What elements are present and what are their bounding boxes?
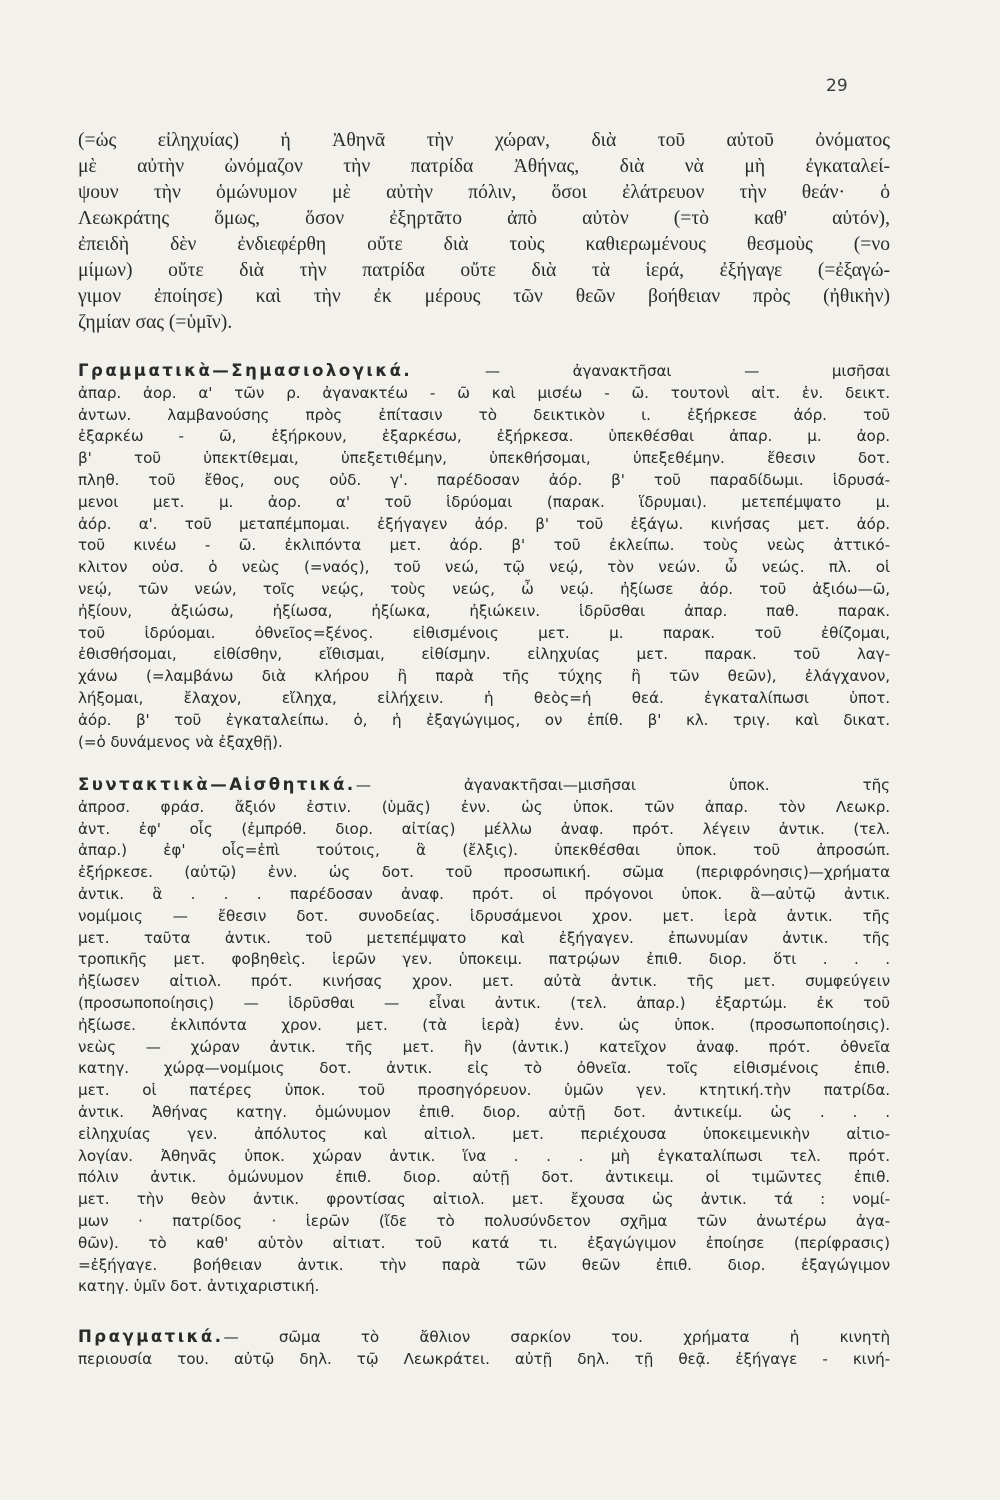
- text-line: εἰληχυίας γεν. ἀπόλυτος καὶ αἰτιολ. μετ. περιέχουσα ὑποκειμενικὴν αἰτιο-: [78, 1124, 890, 1143]
- text-line: μετ. οἱ πατέρες ὑποκ. τοῦ προσηγόρευον. ὑμῶν γεν. κτητική.τὴν πατρίδα.: [78, 1081, 890, 1100]
- translation-paragraph: [78, 128, 890, 336]
- text-line: ἀόρ. β' τοῦ ἐγκαταλείπω. ὁ, ἡ ἐξαγώγιμος, ον ἐπίθ. β' κλ. τριγ. καὶ δικατ.: [78, 710, 890, 729]
- section-heading-label: Συντακτικὰ—Αἰσθητικά.: [78, 775, 356, 794]
- text-line: =ἐξήγαγε. βοήθειαν ἀντικ. τὴν παρὰ τῶν θεῶν ἐπιθ. διορ. ἐξαγώγιμον: [78, 1255, 890, 1274]
- text-line: πόλιν ἀντικ. ὁμώνυμον ἐπιθ. διορ. αὐτῇ δοτ. ἀντικειμ. οἱ τιμῶντες ἐπιθ.: [78, 1168, 890, 1187]
- text-line: (=ὡς εἰληχυίας) ἡ Ἀθηνᾶ τὴν χώραν, διὰ τοῦ αὐτοῦ ὀνόματος: [78, 130, 890, 151]
- text-line: ἀπαρ. ἀορ. α' τῶν ρ. ἀγανακτέω - ῶ καὶ μισέω - ῶ. τουτονὶ αἰτ. ἑν. δεικτ.: [78, 383, 890, 402]
- text-line: ἠξίουν, ἀξιώσω, ἠξίωσα, ἠξίωκα, ἠξιώκειν. ἱδρῦσθαι ἀπαρ. παθ. παρακ.: [78, 601, 890, 620]
- text-line: ἀόρ. α'. τοῦ μεταπέμπομαι. ἐξήγαγεν ἀόρ. β' τοῦ ἐξάγω. κινήσας μετ. ἀόρ.: [78, 514, 890, 533]
- text-line: τοῦ κινέω - ῶ. ἐκλιπόντα μετ. ἀόρ. β' τοῦ ἐκλείπω. τοὺς νεὼς ἀττικό-: [78, 536, 890, 555]
- text-line: ἠξίωσε. ἐκλιπόντα χρον. μετ. (τὰ ἱερὰ) ἐνν. ὡς ὑποκ. (προσωποποίησις).: [78, 1015, 890, 1034]
- text-line: ἐξήρκεσε. (αὐτῷ) ἐνν. ὡς δοτ. τοῦ προσωπική. σῶμα (περιφρόνησις)—χρήματα: [78, 863, 890, 882]
- text-line: ἀπροσ. φράσ. ἄξιόν ἐστιν. (ὑμᾶς) ἐνν. ὡς ὑποκ. τῶν ἀπαρ. τὸν Λεωκρ.: [78, 797, 890, 816]
- text-line: ψουν τὴν ὁμώνυμον μὲ αὐτὴν πόλιν, ὅσοι ἐλάτρευον τὴν θεάν· ὁ: [78, 182, 890, 203]
- grammatika-section: [78, 360, 890, 753]
- text-line: μων · πατρίδος · ἱερῶν (ἴδε τὸ πολυσύνδετον σχῆμα τῶν ἀνωτέρω ἀγα-: [78, 1211, 890, 1230]
- text-line: ἠξίωσεν αἰτιολ. πρότ. κινήσας χρον. μετ. αὐτὰ ἀντικ. τῆς μετ. συμφεύγειν: [78, 972, 890, 991]
- text-line: θῶν). τὸ καθ' αὑτὸν αἰτιατ. τοῦ κατά τι. ἐξαγώγιμον ἐποίησε (περίφρασις): [78, 1233, 890, 1252]
- pragmatika-section: [78, 1326, 890, 1371]
- text-line: τοῦ ἱδρύομαι. ὀθνεῖος=ξένος. εἰθισμένοις μετ. μ. παρακ. τοῦ ἐθίζομαι,: [78, 623, 890, 642]
- text-line: ἀντων. λαμβανούσης πρὸς ἐπίτασιν τὸ δεικτικὸν ι. ἐξήρκεσε ἀόρ. τοῦ: [78, 405, 890, 424]
- text-line: ἀπαρ.) ἐφ' οἷς=ἐπὶ τούτοις, ἃ (ἔλξις). ὑπεκθέσθαι ὑποκ. τοῦ ἀπροσώπ.: [78, 841, 890, 860]
- text-line: ἐθισθήσομαι, εἰθίσθην, εἴθισμαι, εἰθίσμην. εἰληχυίας μετ. παρακ. τοῦ λαγ-: [78, 645, 890, 664]
- text-line: κλιτον οὐσ. ὁ νεὼς (=ναός), τοῦ νεώ, τῷ νεῴ, τὸν νεών. ὦ νεώς. πλ. οἱ: [78, 558, 890, 577]
- text-line: μετ. ταῦτα ἀντικ. τοῦ μετεπέμψατο καὶ ἐξήγαγεν. ἐπωνυμίαν ἀντικ. τῆς: [78, 928, 890, 947]
- text-line: μετ. τὴν θεὸν ἀντικ. φροντίσας αἰτιολ. μετ. ἔχουσα ὡς ἀντικ. τά : νομί-: [78, 1190, 890, 1209]
- section-heading-grammatika: [78, 360, 890, 383]
- text-line: τροπικῆς μετ. φοβηθεὶς. ἱερῶν γεν. ὑποκειμ. πατρῴων ἐπιθ. διορ. ὅτι . . .: [78, 950, 890, 969]
- section-heading-label: Γραμματικὰ—Σημασιολογικά.: [78, 361, 413, 380]
- section-heading-syntaktika: [78, 774, 890, 797]
- text-line: ζημίαν σας (=ὑμῖν).: [78, 312, 233, 333]
- text-line: (προσωποποίησις) — ἱδρῦσθαι — εἶναι ἀντικ. (τελ. ἀπαρ.) ἐξαρτώμ. ἐκ τοῦ: [78, 993, 890, 1012]
- text-line: ἐξαρκέω - ῶ, ἐξήρκουν, ἐξαρκέσω, ἐξήρκεσα. ὑπεκθέσθαι ἀπαρ. μ. ἀορ.: [78, 427, 890, 446]
- text-line: χάνω (=λαμβάνω διὰ κλήρου ἢ παρὰ τῆς τύχης ἢ τῶν θεῶν), ἐλάγχανον,: [78, 667, 890, 686]
- text-line: νεῴ, τῶν νεών, τοῖς νεῴς, τοὺς νεώς, ὦ νεῴ. ἠξίωσε ἀόρ. τοῦ ἀξιόω—ῶ,: [78, 579, 890, 598]
- syntaktika-section: [78, 774, 890, 1298]
- text-line: ἐπειδὴ δὲν ἐνδιεφέρθη οὔτε διὰ τοὺς καθιερωμένους θεσμοὺς (=νο: [78, 234, 890, 255]
- text-line: ἀντικ. Ἀθήνας κατηγ. ὁμώνυμον ἐπιθ. διορ. αὐτῇ δοτ. ἀντικείμ. ὡς . . .: [78, 1102, 890, 1121]
- text-line: κατηγ. χώρᾳ—νομίμοις δοτ. ἀντικ. εἰς τὸ ὀθνεῖα. τοῖς εἰθισμένοις ἐπιθ.: [78, 1059, 890, 1078]
- text-line: κατηγ. ὑμῖν δοτ. ἀντιχαριστική.: [78, 1277, 320, 1296]
- text-line: γιμον ἐποίησε) καὶ τὴν ἐκ μέρους τῶν θεῶν βοήθειαν πρὸς (ἠθικὴν): [78, 286, 890, 307]
- section-heading-pragmatika: [78, 1326, 890, 1349]
- text-line: νεὼς — χώραν ἀντικ. τῆς μετ. ἣν (ἀντικ.) κατεῖχον ἀναφ. πρότ. ὀθνεῖα: [78, 1037, 890, 1056]
- text-line: νομίμοις — ἔθεσιν δοτ. συνοδείας. ἱδρυσάμενοι χρον. μετ. ἱερὰ ἀντικ. τῆς: [78, 906, 890, 925]
- text-line: (=ὁ δυνάμενος νὰ ἐξαχθῇ).: [78, 732, 283, 751]
- text-line: ἀντ. ἐφ' οἷς (ἐμπρόθ. διορ. αἰτίας) μέλλω ἀναφ. πρότ. λέγειν ἀντικ. (τελ.: [78, 819, 890, 838]
- page-number: 29: [826, 76, 848, 96]
- section-heading-rest: — ἀγανακτῆσαι—μισῆσαι ὑποκ. τῆς: [355, 776, 890, 794]
- section-heading-rest: — σῶμα τὸ ἄθλιον σαρκίον του. χρήματα ἡ κινητὴ: [223, 1328, 890, 1346]
- text-line: λογίαν. Ἀθηνᾶς ὑποκ. χώραν ἀντικ. ἵνα . . . μὴ ἐγκαταλίπωσι τελ. πρότ.: [78, 1146, 890, 1165]
- text-line: β' τοῦ ὑπεκτίθεμαι, ὑπεξετιθέμην, ὑπεκθήσομαι, ὑπεξεθέμην. ἔθεσιν δοτ.: [78, 449, 890, 468]
- text-line: περιουσία του. αὐτῷ δηλ. τῷ Λεωκράτει. αὐτῇ δηλ. τῇ θεᾷ. ἐξήγαγε - κινή-: [78, 1349, 890, 1368]
- text-line: μὲ αὐτὴν ὠνόμαζον τὴν πατρίδα Ἀθήνας, διὰ νὰ μὴ ἐγκαταλεί-: [78, 156, 890, 177]
- text-line: μενοι μετ. μ. ἀορ. α' τοῦ ἱδρύομαι (παρακ. ἵδρυμαι). μετεπέμψατο μ.: [78, 492, 890, 511]
- text-line: Λεωκράτης ὅμως, ὅσον ἐξηρτᾶτο ἀπὸ αὐτὸν (=τὸ καθ' αὑτόν),: [78, 208, 890, 229]
- text-line: πληθ. τοῦ ἔθος, ους οὐδ. γ'. παρέδοσαν ἀόρ. β' τοῦ παραδίδωμι. ἱδρυσά-: [78, 470, 890, 489]
- text-line: μίμων) οὔτε διὰ τὴν πατρίδα οὔτε διὰ τὰ ἱερά, ἐξήγαγε (=ἐξαγώ-: [78, 260, 890, 281]
- section-heading-label: Πραγματικά.: [78, 1327, 224, 1346]
- text-line: ἀντικ. ἃ . . . παρέδοσαν ἀναφ. πρότ. οἱ πρόγονοι ὑποκ. ἃ—αὐτῷ ἀντικ.: [78, 884, 890, 903]
- section-heading-rest: — ἀγανακτῆσαι — μισῆσαι: [412, 362, 890, 380]
- text-line: λήξομαι, ἔλαχον, εἴληχα, εἰλήχειν. ἡ θεὸς=ἡ θεά. ἐγκαταλίπωσι ὑποτ.: [78, 688, 890, 707]
